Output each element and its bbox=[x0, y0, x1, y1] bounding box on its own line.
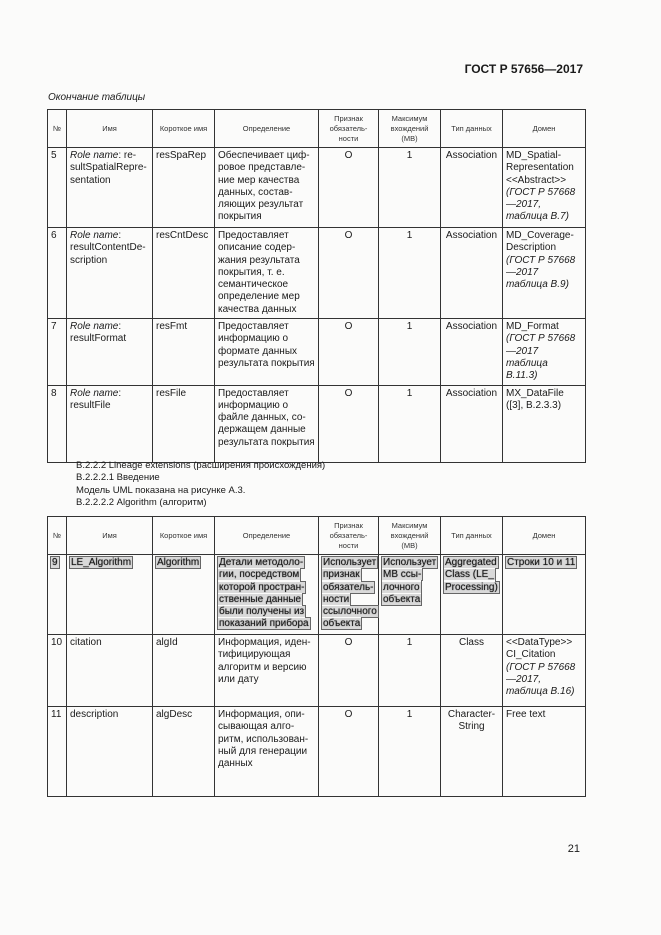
cell-no: 6 bbox=[48, 228, 67, 319]
short-name-value: Algorithm bbox=[157, 557, 200, 568]
cell-name bbox=[67, 148, 153, 228]
cell-max: 1 bbox=[379, 228, 441, 319]
cell-name bbox=[67, 707, 153, 797]
cell-definition: Предоставляет информацию о формате данных результата покрытия bbox=[215, 319, 319, 385]
max-value: 1 bbox=[406, 637, 413, 648]
cell-max bbox=[379, 707, 441, 797]
col-header: Домен bbox=[503, 517, 586, 555]
domain-ref: (ГОСТ Р 57668—2017, таблица В.7) bbox=[506, 186, 576, 223]
cell-no bbox=[48, 635, 67, 707]
cell-short-name bbox=[153, 635, 215, 707]
cell-short-name: resFmt bbox=[153, 319, 215, 385]
cell-no bbox=[48, 555, 67, 635]
cell-obligation: O bbox=[319, 148, 379, 228]
domain-value: MD_Format bbox=[506, 321, 559, 333]
definition-value: Информация, опи-сывающая алго-ритм, использован-ный для генерации данных bbox=[218, 709, 309, 770]
row-number: 10 bbox=[51, 637, 63, 648]
col-header: Имя bbox=[67, 517, 153, 555]
role-name-label: Role name bbox=[70, 387, 119, 399]
cell-no: 7 bbox=[48, 319, 67, 385]
obligation-value: O bbox=[344, 709, 353, 720]
row-number: 9 bbox=[52, 557, 58, 568]
cell-definition bbox=[215, 635, 319, 707]
max-value: Использует МВ ссы-лочного объекта bbox=[383, 557, 437, 605]
cell-short-name: resSpaRep bbox=[153, 148, 215, 228]
col-header: Тип данных bbox=[441, 110, 503, 148]
row-number: 11 bbox=[51, 709, 62, 720]
domain-value: Строки 10 и 11 bbox=[507, 557, 576, 568]
role-name-value: : resultFile bbox=[70, 387, 122, 411]
cell-domain bbox=[503, 228, 586, 319]
col-header: Имя bbox=[67, 110, 153, 148]
domain-value: MD_Spatial-Representation <<Abstract>> bbox=[506, 150, 574, 186]
domain-value: MX_DataFile ([3], В.2.3.3) bbox=[506, 387, 564, 411]
domain-value: <<DataType>> CI_Citation bbox=[506, 637, 573, 661]
type-value: Class bbox=[458, 637, 484, 648]
cell-obligation: O bbox=[319, 319, 379, 385]
col-header: Признак обязатель-ности bbox=[319, 517, 379, 555]
table-row bbox=[48, 385, 586, 462]
cell-definition: Обеспечивает циф-ровое представле-ние мер качества данных, состав-ляющих результат покрытия bbox=[215, 148, 319, 228]
cell-type bbox=[441, 707, 503, 797]
cell-short-name: resCntDesc bbox=[153, 228, 215, 319]
note-line: В.2.2.2.1 Введение bbox=[76, 472, 160, 484]
cell-short-name: resFile bbox=[153, 385, 215, 462]
cell-no: 8 bbox=[48, 385, 67, 462]
obligation-value: Использует признак обязатель-ности ссылочного объекта bbox=[323, 557, 377, 630]
role-name-label: Role name bbox=[70, 321, 119, 333]
cell-type: Association bbox=[441, 385, 503, 462]
cell-type: Association bbox=[441, 319, 503, 385]
table-row bbox=[48, 555, 586, 635]
cell-domain bbox=[503, 707, 586, 797]
cell-definition: Предоставляет информацию о файле данных, со-держащем данные результата покрытия bbox=[215, 385, 319, 462]
table-row bbox=[48, 707, 586, 797]
role-name-value: : resultFormat bbox=[70, 321, 127, 345]
table-row bbox=[48, 319, 586, 385]
cell-type: Association bbox=[441, 148, 503, 228]
cell-obligation bbox=[319, 555, 379, 635]
cell-domain bbox=[503, 148, 586, 228]
type-value: Character-String bbox=[447, 709, 496, 733]
table-row bbox=[48, 228, 586, 319]
cell-no: 5 bbox=[48, 148, 67, 228]
cell-name bbox=[67, 319, 153, 385]
cell-obligation: O bbox=[319, 385, 379, 462]
cell-max: 1 bbox=[379, 148, 441, 228]
cell-short-name bbox=[153, 555, 215, 635]
cell-obligation: O bbox=[319, 228, 379, 319]
cell-type: Association bbox=[441, 228, 503, 319]
name-value: citation bbox=[70, 637, 102, 648]
col-header: Тип данных bbox=[441, 517, 503, 555]
name-value: LE_Algorithm bbox=[71, 557, 132, 568]
col-header: Максимум вхождений (МВ) bbox=[379, 517, 441, 555]
short-name-value: algDesc bbox=[156, 709, 193, 720]
cell-definition bbox=[215, 707, 319, 797]
domain-ref: (ГОСТ Р 57668—2017 таблица В.9) bbox=[506, 254, 576, 291]
col-header: Определение bbox=[215, 110, 319, 148]
domain-ref: (ГОСТ Р 57668—2017, таблица В.16) bbox=[506, 661, 576, 698]
type-value: Aggregated Class (LE_ Processing) bbox=[445, 557, 498, 593]
cell-domain bbox=[503, 555, 586, 635]
section-notes bbox=[76, 460, 325, 509]
note-line: В.2.2.2.2 Algorithm (алгоритм) bbox=[76, 496, 207, 508]
cell-obligation bbox=[319, 635, 379, 707]
col-header: Признак обязатель-ности bbox=[319, 110, 379, 148]
col-header: Максимум вхождений (МВ) bbox=[379, 110, 441, 148]
cell-domain bbox=[503, 319, 586, 385]
cell-max: 1 bbox=[379, 319, 441, 385]
role-name-value: : resultContentDe-scription bbox=[70, 230, 146, 266]
cell-obligation bbox=[319, 707, 379, 797]
cell-max: 1 bbox=[379, 385, 441, 462]
cell-no bbox=[48, 707, 67, 797]
cell-name bbox=[67, 555, 153, 635]
role-name-label: Role name bbox=[70, 230, 119, 241]
col-header: № bbox=[48, 517, 67, 555]
name-value: description bbox=[70, 709, 119, 720]
cell-max bbox=[379, 635, 441, 707]
page-number: 21 bbox=[567, 843, 580, 855]
definition-value: Детали методоло-гии, посредством которой простран-ственные данные были получены из показаний прибора bbox=[219, 557, 309, 630]
role-name-value: : re-sultSpatialRepre-sentation bbox=[70, 150, 147, 186]
table-caption: Окончание таблицы bbox=[48, 92, 146, 103]
col-header: Определение bbox=[215, 517, 319, 555]
domain-value: Free text bbox=[506, 709, 546, 720]
domain-ref: (ГОСТ Р 57668—2017 таблица В.11.3) bbox=[506, 333, 576, 382]
col-header: Домен bbox=[503, 110, 586, 148]
table-row bbox=[48, 635, 586, 707]
note-line: Модель UML показана на рисунке А.3. bbox=[76, 484, 246, 496]
role-name-label: Role name bbox=[70, 150, 119, 161]
cell-domain bbox=[503, 385, 586, 462]
definition-value: Информация, иден-тифицирующая алгоритм и версию или дату bbox=[218, 637, 311, 685]
cell-name bbox=[67, 385, 153, 462]
cell-name bbox=[67, 228, 153, 319]
note-line: В.2.2.2 Lineage extensions (расширения происхождения) bbox=[76, 460, 326, 471]
max-value: 1 bbox=[406, 709, 413, 720]
cell-max bbox=[379, 555, 441, 635]
short-name-value: algId bbox=[156, 637, 178, 648]
table-row bbox=[48, 148, 586, 228]
col-header: Короткое имя bbox=[153, 110, 215, 148]
table-continuation bbox=[47, 109, 586, 463]
table-header-row bbox=[48, 517, 586, 555]
cell-domain bbox=[503, 635, 586, 707]
standard-header: ГОСТ Р 57656—2017 bbox=[464, 62, 583, 76]
obligation-value: O bbox=[344, 637, 353, 648]
cell-definition: Предоставляет описание содер-жания результата покрытия, т. е. семантическое определение мер качества данных bbox=[215, 228, 319, 319]
col-header: Короткое имя bbox=[153, 517, 215, 555]
table-algorithm bbox=[47, 516, 586, 797]
col-header: № bbox=[48, 110, 67, 148]
cell-short-name bbox=[153, 707, 215, 797]
cell-type bbox=[441, 635, 503, 707]
cell-type bbox=[441, 555, 503, 635]
cell-name bbox=[67, 635, 153, 707]
cell-definition bbox=[215, 555, 319, 635]
domain-value: MD_Coverage-Description bbox=[506, 230, 574, 254]
table-header-row bbox=[48, 110, 586, 148]
